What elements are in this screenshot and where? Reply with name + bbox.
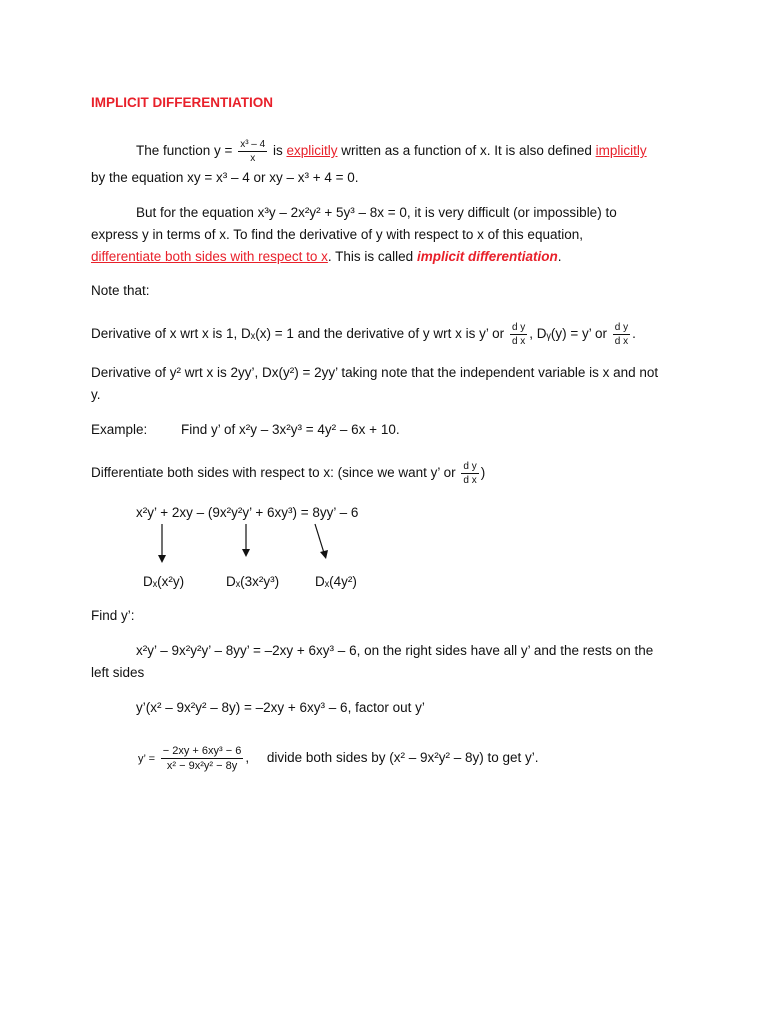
fraction-numerator: d y bbox=[614, 322, 629, 333]
p5-text-b: ) bbox=[480, 465, 486, 481]
p2-text-end: . bbox=[557, 249, 562, 264]
solution-fraction bbox=[161, 744, 244, 773]
find-heading: Find y’: bbox=[91, 608, 135, 623]
paragraph-1-line-2: by the equation xy = x³ – 4 or xy – x³ + 4 = 0. bbox=[91, 170, 359, 185]
paragraph-2-line-2: express y in terms of x. To find the derivative of y with respect to x of this equation, bbox=[91, 227, 583, 242]
fraction-numerator: d y bbox=[463, 461, 477, 472]
fraction-numerator: d y bbox=[511, 322, 526, 333]
fraction-denominator: d x bbox=[463, 475, 477, 486]
equation-collected-line-2: left sides bbox=[91, 665, 145, 680]
p3-text-a: Derivative of x wrt x is 1, Dₓ(x) = 1 and the derivative of y wrt x is y’ or bbox=[91, 326, 508, 342]
equation-solution bbox=[138, 744, 539, 773]
arrow-2-head bbox=[242, 549, 250, 557]
paragraph-4-line-1: Derivative of y² wrt x is 2yy’, Dx(y²) = 2yy’ taking note that the independent variable is x and not bbox=[91, 365, 659, 380]
solution-comma: , bbox=[245, 750, 250, 766]
explicitly-term: explicitly bbox=[286, 143, 338, 159]
paragraph-2-line-1: But for the equation x³y – 2x²y² + 5y³ – 8x = 0, it is very difficult (or impossible) to bbox=[136, 205, 617, 220]
p1-text-c: written as a function of x. It is also defined bbox=[337, 143, 596, 159]
fraction-denominator: x bbox=[250, 153, 256, 164]
arrow-3-head bbox=[320, 550, 328, 559]
fraction-numerator: x³ – 4 bbox=[240, 139, 266, 150]
solution-explanation: divide both sides by (x² – 9x²y² – 8y) to get y’. bbox=[266, 750, 539, 766]
solution-lhs: y’ = bbox=[138, 753, 156, 766]
differentiate-both-sides-phrase: differentiate both sides with respect to x bbox=[91, 249, 328, 264]
p1-text-b: is bbox=[269, 143, 287, 159]
paragraph-4-line-2: y. bbox=[91, 387, 101, 402]
p2-text-mid: . This is called bbox=[327, 249, 417, 264]
p5-text-a: Differentiate both sides with respect to x: (since we want y’ or bbox=[91, 465, 460, 481]
example-text: Find y’ of x²y – 3x²y³ = 4y² – 6x + 10. bbox=[181, 422, 400, 437]
p1-text-a: The function y = bbox=[136, 143, 237, 159]
solution-denominator: x² − 9x²y² − 8y bbox=[166, 760, 238, 772]
label-dx-3x2y3: Dₓ(3x²y³) bbox=[226, 574, 280, 589]
arrow-3-shaft bbox=[315, 524, 324, 553]
label-dx-4y2: Dₓ(4y²) bbox=[315, 574, 357, 589]
equation-factored: y’(x² – 9x²y² – 8y) = –2xy + 6xy³ – 6, factor out y’ bbox=[136, 700, 425, 715]
p3-text-b: , Dᵧ(y) = y’ or bbox=[529, 326, 611, 342]
equation-differentiated: x²y’ + 2xy – (9x²y²y’ + 6xy³) = 8yy’ – 6 bbox=[136, 505, 359, 520]
example-label: Example: bbox=[91, 422, 148, 437]
page-title: IMPLICIT DIFFERENTIATION bbox=[91, 95, 273, 110]
fraction-denominator: d x bbox=[511, 336, 526, 347]
p3-text-c: . bbox=[632, 326, 636, 342]
fraction-denominator: d x bbox=[614, 336, 629, 347]
implicitly-term: implicitly bbox=[595, 143, 647, 159]
implicit-differentiation-term: implicit differentiation bbox=[416, 249, 558, 264]
label-dx-x2y: Dₓ(x²y) bbox=[143, 574, 185, 589]
solution-numerator: − 2xy + 6xy³ − 6 bbox=[162, 745, 242, 757]
note-heading: Note that: bbox=[91, 283, 150, 298]
equation-collected-line-1: x²y’ – 9x²y²y’ – 8yy’ = –2xy + 6xy³ – 6, on the right sides have all y’ and the rests on the bbox=[136, 643, 654, 658]
arrow-1-head bbox=[158, 555, 166, 563]
